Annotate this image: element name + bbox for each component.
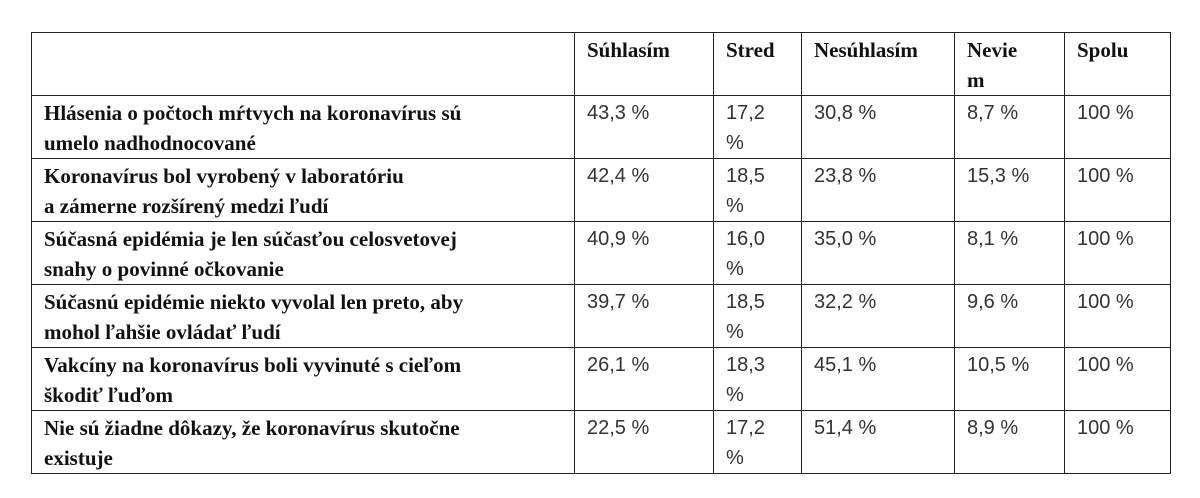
middle-cell: [714, 411, 802, 474]
total-cell: 100 %: [1065, 285, 1171, 348]
agree-cell: 42,4 %: [575, 159, 714, 222]
middle-value: 18,5 %: [726, 165, 765, 217]
header-dontknow-label: Nevie m: [967, 38, 1018, 92]
disagree-cell: 51,4 %: [802, 411, 955, 474]
dontknow-cell: 9,6 %: [955, 285, 1065, 348]
statement-line-2: snahy o povinné očkovanie: [44, 257, 284, 281]
statement-cell: [32, 96, 575, 159]
table-row: [32, 96, 1171, 159]
statement-cell: [32, 222, 575, 285]
table-row: [32, 285, 1171, 348]
header-middle: Stred: [714, 33, 802, 96]
middle-cell: [714, 222, 802, 285]
statement-cell: [32, 411, 575, 474]
statement-line-2: umelo nadhodnocované: [44, 131, 256, 155]
agree-cell: 43,3 %: [575, 96, 714, 159]
table-row: [32, 222, 1171, 285]
statement-line-1: Nie sú žiadne dôkazy, že koronavírus skutočne: [44, 416, 460, 440]
dontknow-cell: 8,9 %: [955, 411, 1065, 474]
statement-cell: [32, 285, 575, 348]
statement-line-2: existuje: [44, 446, 113, 470]
middle-value: 16,0 %: [726, 228, 765, 280]
header-dontknow: [955, 33, 1065, 96]
disagree-cell: 35,0 %: [802, 222, 955, 285]
middle-value: 18,3 %: [726, 354, 765, 406]
statement-line-2: škodiť ľuďom: [44, 383, 173, 407]
table-row: [32, 411, 1171, 474]
middle-cell: [714, 96, 802, 159]
header-disagree: Nesúhlasím: [802, 33, 955, 96]
dontknow-cell: 8,1 %: [955, 222, 1065, 285]
disagree-cell: 23,8 %: [802, 159, 955, 222]
middle-value: 17,2 %: [726, 417, 765, 469]
dontknow-cell: 8,7 %: [955, 96, 1065, 159]
total-cell: 100 %: [1065, 348, 1171, 411]
dontknow-cell: 15,3 %: [955, 159, 1065, 222]
dontknow-cell: 10,5 %: [955, 348, 1065, 411]
middle-value: 17,2 %: [726, 102, 765, 154]
statement-line-2: mohol ľahšie ovládať ľudí: [44, 320, 281, 344]
statement-cell: [32, 348, 575, 411]
survey-results-table: [31, 32, 1171, 474]
header-total: Spolu: [1065, 33, 1171, 96]
header-statement: [32, 33, 575, 96]
agree-cell: 22,5 %: [575, 411, 714, 474]
total-cell: 100 %: [1065, 411, 1171, 474]
total-cell: 100 %: [1065, 222, 1171, 285]
middle-value: 18,5 %: [726, 291, 765, 343]
total-cell: 100 %: [1065, 159, 1171, 222]
statement-line-1: Vakcíny na koronavírus boli vyvinuté s cieľom: [44, 353, 462, 377]
agree-cell: 39,7 %: [575, 285, 714, 348]
statement-cell: [32, 159, 575, 222]
statement-line-1: Súčasnú epidémie niekto vyvolal len preto, aby: [44, 290, 464, 314]
agree-cell: 26,1 %: [575, 348, 714, 411]
statement-line-1: Súčasná epidémia je len súčasťou celosvetovej: [44, 227, 457, 251]
disagree-cell: 30,8 %: [802, 96, 955, 159]
statement-line-1: Hlásenia o počtoch mŕtvych na koronavírus sú: [44, 101, 462, 125]
disagree-cell: 32,2 %: [802, 285, 955, 348]
table-row: [32, 348, 1171, 411]
table-row: [32, 159, 1171, 222]
total-cell: 100 %: [1065, 96, 1171, 159]
disagree-cell: 45,1 %: [802, 348, 955, 411]
middle-cell: [714, 348, 802, 411]
statement-line-1: Koronavírus bol vyrobený v laboratóriu: [44, 164, 404, 188]
middle-cell: [714, 159, 802, 222]
statement-line-2: a zámerne rozšírený medzi ľudí: [44, 194, 329, 218]
header-row: [32, 33, 1171, 96]
header-agree: Súhlasím: [575, 33, 714, 96]
agree-cell: 40,9 %: [575, 222, 714, 285]
middle-cell: [714, 285, 802, 348]
